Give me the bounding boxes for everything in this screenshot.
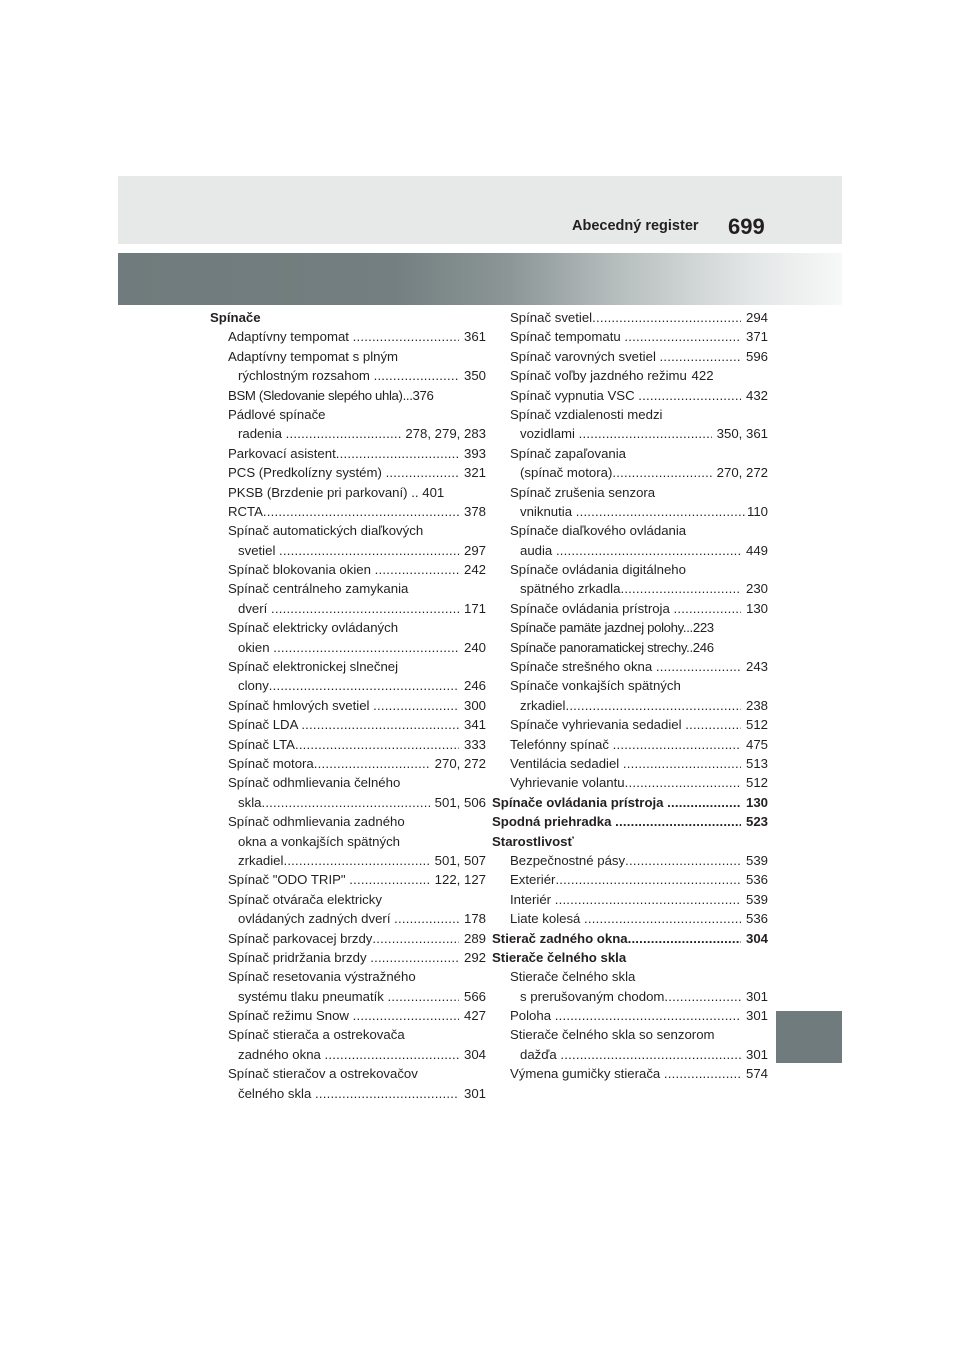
index-entry-text: Spodná priehradka: [492, 814, 616, 830]
index-entry-page: 512: [742, 775, 768, 791]
index-entry: [492, 657, 768, 676]
index-entry-text: Exteriér: [510, 872, 556, 888]
index-entry-text: Spínače vonkajších spätných: [510, 678, 681, 694]
index-entry: [492, 405, 768, 424]
index-entry-page: 270, 272: [713, 465, 768, 481]
index-entry: [210, 521, 486, 540]
index-entry-text: Parkovací asistent: [228, 445, 336, 461]
index-entry-text: rýchlostným rozsahom: [238, 368, 374, 384]
dot-leader: [388, 987, 460, 1006]
dot-leader: [374, 366, 460, 385]
index-entry-text: zrkadiel: [238, 852, 284, 868]
index-entry: [210, 483, 486, 502]
index-entry-text: Spínač zrušenia senzora: [510, 484, 656, 500]
index-entry-text: Spínač automatických diaľkových: [228, 523, 424, 539]
index-entry-text: Spínač vzdialenosti medzi: [510, 406, 663, 422]
index-entry-page: 292: [460, 949, 486, 965]
dot-leader: [555, 1006, 742, 1025]
dot-leader: [372, 929, 459, 948]
index-entry-page: 536: [742, 911, 768, 927]
index-entry-text: Spínač stieračov a ostrekovačov: [228, 1066, 418, 1082]
index-entry-text: Spínač "ODO TRIP": [228, 872, 350, 888]
index-entry: [210, 579, 486, 598]
index-entry-text: Poloha: [510, 1008, 555, 1024]
index-entry: [210, 676, 486, 695]
index-entry: [492, 754, 768, 773]
dot-leader: [314, 754, 430, 773]
index-entry: [210, 327, 486, 346]
index-entry-page: 238: [742, 697, 768, 713]
index-entry: [210, 715, 486, 734]
dot-leader: [660, 347, 742, 366]
index-entry-text: Starostlivosť: [492, 833, 574, 849]
index-entry: [492, 560, 768, 579]
index-entry: [492, 987, 768, 1006]
index-entry: [210, 1064, 486, 1083]
dot-leader: [555, 890, 742, 909]
index-entry-text: Spínače ovládania prístroja: [510, 600, 674, 616]
dot-leader: [615, 812, 741, 831]
index-entry-page: 393: [460, 445, 486, 461]
index-entry: [492, 1006, 768, 1025]
index-entry-text: PCS (Predkolízny systém): [228, 465, 386, 481]
index-entry-page: 243: [742, 659, 768, 675]
dot-leader: [556, 541, 741, 560]
dot-leader: [336, 444, 460, 463]
index-entry-page: 130: [742, 600, 768, 616]
dot-leader: [592, 308, 741, 327]
index-entry: [492, 424, 768, 443]
index-entry: [492, 483, 768, 502]
index-entry-page: 512: [742, 717, 768, 733]
index-entry: [210, 967, 486, 986]
index-entry-text: Spínač varovných svetiel: [510, 348, 660, 364]
index-entry: [210, 793, 486, 812]
index-entry: [210, 909, 486, 928]
index-entry-page: 301: [742, 988, 768, 1004]
index-entry-text: Liate kolesá: [510, 911, 585, 927]
dot-leader: [625, 773, 742, 792]
index-entry-page: 501, 507: [431, 852, 486, 868]
index-entry-page: 333: [460, 736, 486, 752]
index-entry-text: Spínač pridržania brzdy: [228, 949, 371, 965]
index-entry-text: Spínač blokovania okien: [228, 562, 375, 578]
dot-leader: [375, 560, 460, 579]
index-entry: [492, 386, 768, 405]
index-entry-text: Spínač parkovacej brzdy: [228, 930, 373, 946]
index-entry-page: 110: [746, 503, 768, 519]
index-entry: [210, 735, 486, 754]
index-entry: [210, 308, 486, 327]
index-entry: [492, 812, 768, 831]
index-entry-page: 422: [687, 368, 714, 384]
index-entry: [210, 948, 486, 967]
index-entry-text: Spínače ovládania digitálneho: [510, 562, 686, 578]
dot-leader: [613, 735, 742, 754]
index-entry-text: svetiel: [238, 542, 280, 558]
index-entry-text: Telefónny spínač: [510, 736, 613, 752]
index-entry-text: dažďa: [520, 1046, 561, 1062]
index-entry-text: Spínač tempomatu: [510, 329, 625, 345]
index-entry: [210, 1025, 486, 1044]
index-entry-text: skla: [238, 794, 262, 810]
index-entry: [210, 812, 486, 831]
index-entry: [492, 308, 768, 327]
index-entry-text: Stierače čelného skla: [492, 949, 627, 965]
index-entry: [492, 832, 768, 851]
dot-leader: [628, 929, 742, 948]
dot-leader: [261, 793, 430, 812]
index-entry-text: Pádlové spínače: [228, 406, 326, 422]
index-entry: [492, 870, 768, 889]
dot-leader: [301, 715, 459, 734]
index-entry-page: 270, 272: [431, 755, 486, 771]
index-entry-text: Spínač svetiel: [510, 310, 593, 325]
dot-leader: [584, 909, 741, 928]
dot-leader: [620, 579, 741, 598]
dot-leader: [273, 638, 459, 657]
section-title: Abecedný register: [572, 218, 699, 234]
index-entry-text: zadného okna: [238, 1046, 325, 1062]
index-entry: [492, 676, 768, 695]
index-entry-text: Bezpečnostné pásy: [510, 852, 626, 868]
index-entry: [210, 696, 486, 715]
index-entry-text: Interiér: [510, 891, 555, 907]
index-entry-page: 350, 361: [713, 426, 768, 442]
index-entry-text: Stierač zadného okna: [492, 930, 628, 946]
index-entry: [210, 773, 486, 792]
dot-leader: [283, 851, 430, 870]
index-entry-text: Spínače: [210, 310, 261, 325]
index-entry-page: 294: [742, 310, 768, 325]
index-entry: [492, 890, 768, 909]
index-entry: [492, 967, 768, 986]
index-entry-page: 171: [460, 600, 486, 616]
dot-leader: [394, 909, 459, 928]
index-entry-text: Spínače panoramatickej strechy..246: [510, 639, 714, 655]
dot-leader: [638, 386, 741, 405]
index-entry-page: 321: [460, 465, 486, 481]
index-entry-text: Spínače strešného okna: [510, 659, 656, 675]
index-entry: [492, 521, 768, 540]
index-entry-page: 301: [460, 1085, 486, 1101]
index-entry: [492, 1045, 768, 1064]
index-entry-text: Spínač motora: [228, 755, 314, 771]
index-entry-page: 301: [742, 1008, 768, 1024]
index-entry: [210, 657, 486, 676]
dot-leader: [353, 1006, 460, 1025]
index-entry-text: RCTA: [228, 503, 263, 519]
index-entry: [210, 890, 486, 909]
index-entry-page: 230: [742, 581, 768, 597]
dot-leader: [353, 327, 460, 346]
index-entry: [210, 870, 486, 889]
dot-leader: [576, 502, 746, 521]
dot-leader: [656, 657, 741, 676]
index-entry: [210, 987, 486, 1006]
dot-leader: [565, 696, 741, 715]
dot-leader: [349, 870, 430, 889]
index-entry-text: čelného skla: [238, 1085, 315, 1101]
dot-leader: [386, 463, 460, 482]
index-entry-text: Spínače pamäte jazdnej polohy...223: [510, 620, 714, 636]
index-entry-text: Spínač odhmlievania zadného: [228, 814, 405, 830]
index-entry-text: Stierače čelného skla so senzorom: [510, 1027, 715, 1043]
index-entry-page: 566: [460, 988, 486, 1004]
dot-leader: [625, 851, 741, 870]
index-entry-page: 513: [742, 755, 768, 771]
dot-leader: [295, 735, 459, 754]
index-entry-text: vniknutia: [520, 503, 576, 519]
index-entry-text: spätného zrkadla: [520, 581, 621, 597]
index-entry-text: BSM (Sledovanie slepého uhla)...376: [228, 387, 434, 403]
index-entry: [210, 754, 486, 773]
dot-leader: [325, 1045, 460, 1064]
index-entry-page: 300: [460, 697, 486, 713]
index-entry-text: audia: [520, 542, 556, 558]
index-entry-text: Spínač elektricky ovládaných: [228, 620, 399, 636]
index-entry: [210, 405, 486, 424]
index-entry: [210, 560, 486, 579]
index-entry-text: vozidlami: [520, 426, 579, 442]
dot-leader: [673, 599, 741, 618]
index-entry-page: 539: [742, 891, 768, 907]
index-entry: [492, 793, 768, 812]
index-entry-page: 122, 127: [431, 872, 486, 888]
index-entry: [492, 1025, 768, 1044]
index-entry-page: 536: [742, 872, 768, 888]
index-entry: [210, 599, 486, 618]
index-entry: [210, 618, 486, 637]
index-entry: [210, 386, 486, 405]
index-entry-page: 341: [460, 717, 486, 733]
side-index-tab: [776, 1011, 842, 1063]
index-entry-page: 278, 279, 283: [401, 426, 486, 442]
index-entry-page: 432: [742, 387, 768, 403]
index-entry: [210, 463, 486, 482]
index-entry-text: s prerušovaným chodom: [520, 988, 665, 1004]
dot-leader: [612, 463, 712, 482]
index-entry-text: (spínač motora): [520, 465, 613, 481]
index-entry-page: 246: [460, 678, 486, 694]
dot-leader: [560, 1045, 741, 1064]
index-entry-text: okien: [238, 639, 274, 655]
index-entry: [210, 444, 486, 463]
index-entry-text: clony: [238, 678, 269, 694]
index-column-left: [210, 308, 486, 1103]
dot-leader: [555, 870, 741, 889]
index-entry-text: Výmena gumičky stierača: [510, 1066, 664, 1082]
index-entry: [210, 424, 486, 443]
index-entry: [492, 618, 768, 637]
index-entry-text: Spínač hmlových svetiel: [228, 697, 374, 713]
index-entry-page: 449: [742, 542, 768, 558]
index-entry-text: radenia: [238, 426, 286, 442]
index-entry-text: systému tlaku pneumatík: [238, 988, 388, 1004]
index-column-right: [492, 308, 768, 1084]
index-entry: [210, 1045, 486, 1064]
dot-leader: [263, 502, 459, 521]
index-entry-text: Spínač stierača a ostrekovača: [228, 1027, 405, 1043]
index-entry: [210, 929, 486, 948]
index-entry-page: 350: [460, 368, 486, 384]
index-entry: [492, 599, 768, 618]
index-entry-text: Spínač vypnutia VSC: [510, 387, 639, 403]
index-entry-text: Spínač odhmlievania čelného: [228, 775, 401, 791]
index-entry: [492, 715, 768, 734]
index-entry-text: Spínač LTA: [228, 736, 295, 752]
index-entry: [210, 541, 486, 560]
index-entry-page: 289: [460, 930, 486, 946]
index-entry: [210, 502, 486, 521]
dot-leader: [269, 676, 460, 695]
index-entry-text: Spínač resetovania výstražného: [228, 969, 416, 985]
index-entry-page: 378: [460, 503, 486, 519]
dot-leader: [279, 541, 459, 560]
index-entry-page: 371: [742, 329, 768, 345]
index-entry: [210, 347, 486, 366]
index-entry: [210, 366, 486, 385]
index-entry: [210, 832, 486, 851]
index-entry-page: 523: [742, 814, 768, 830]
index-entry: [492, 463, 768, 482]
dot-leader: [286, 424, 401, 443]
dot-leader: [664, 1064, 741, 1083]
index-entry: [492, 929, 768, 948]
index-entry-text: Spínač centrálneho zamykania: [228, 581, 409, 597]
index-entry-page: 301: [742, 1046, 768, 1062]
index-entry: [492, 347, 768, 366]
index-entry: [210, 851, 486, 870]
index-entry-text: Stierače čelného skla: [510, 969, 636, 985]
index-entry-page: 501, 506: [431, 794, 486, 810]
index-entry-page: 427: [460, 1008, 486, 1024]
header-gradient-bar: [118, 253, 842, 305]
index-entry-text: Spínač zapaľovania: [510, 445, 627, 461]
index-entry: [492, 909, 768, 928]
index-entry-text: Spínače diaľkového ovládania: [510, 523, 687, 539]
index-entry-page: 240: [460, 639, 486, 655]
index-entry: [492, 444, 768, 463]
index-entry-page: 178: [460, 911, 486, 927]
dot-leader: [373, 696, 459, 715]
index-entry: [492, 579, 768, 598]
index-entry-text: Spínač režimu Snow: [228, 1008, 353, 1024]
index-entry-page: 304: [742, 930, 768, 946]
index-entry-page: 596: [742, 348, 768, 364]
dot-leader: [664, 987, 741, 1006]
dot-leader: [315, 1084, 459, 1103]
index-entry: [492, 638, 768, 657]
index-entry: [492, 541, 768, 560]
index-entry: [210, 1006, 486, 1025]
index-entry-page: 539: [742, 852, 768, 868]
index-entry-text: Spínač elektronickej slnečnej: [228, 659, 399, 675]
dot-leader: [623, 754, 741, 773]
index-entry: [492, 696, 768, 715]
index-entry-page: 304: [460, 1046, 486, 1062]
dot-leader: [624, 327, 741, 346]
index-entry-text: Spínač otvárača elektricky: [228, 891, 382, 907]
index-entry-text: Spínač LDA: [228, 717, 302, 733]
dot-leader: [271, 599, 459, 618]
dot-leader: [579, 424, 712, 443]
index-entry-text: Spínače vyhrievania sedadiel: [510, 717, 686, 733]
index-entry-text: dverí: [238, 600, 271, 616]
index-entry-page: 475: [742, 736, 768, 752]
dot-leader: [667, 793, 741, 812]
index-entry-text: Spínače ovládania prístroja: [492, 794, 668, 810]
index-entry: [492, 366, 768, 385]
index-entry-text: Spínač voľby jazdného režimu: [510, 368, 687, 384]
index-entry: [492, 735, 768, 754]
index-entry-text: Ventilácia sedadiel: [510, 755, 623, 771]
index-entry: [210, 1084, 486, 1103]
index-entry-text: Adaptívny tempomat s plným: [228, 348, 399, 364]
index-entry: [492, 502, 768, 521]
index-entry-text: Adaptívny tempomat: [228, 329, 353, 345]
dot-leader: [685, 715, 741, 734]
index-entry: [492, 773, 768, 792]
index-entry: [492, 1064, 768, 1083]
index-entry-page: 130: [742, 794, 768, 810]
index-entry: [492, 851, 768, 870]
index-entry: [210, 638, 486, 657]
index-entry-text: PKSB (Brzdenie pri parkovaní) .. 401: [228, 484, 445, 500]
index-entry-text: Vyhrievanie volantu: [510, 775, 625, 791]
index-entry-text: ovládaných zadných dverí: [238, 911, 395, 927]
dot-leader: [370, 948, 459, 967]
index-entry-page: 242: [460, 562, 486, 578]
page-number: 699: [728, 214, 765, 239]
index-entry-page: 361: [460, 329, 486, 345]
index-entry-text: okna a vonkajších spätných: [238, 833, 401, 849]
index-entry-page: 574: [742, 1066, 768, 1082]
index-entry: [492, 327, 768, 346]
index-entry: [492, 948, 768, 967]
index-entry-page: 297: [460, 542, 486, 558]
index-entry-text: zrkadiel: [520, 697, 566, 713]
